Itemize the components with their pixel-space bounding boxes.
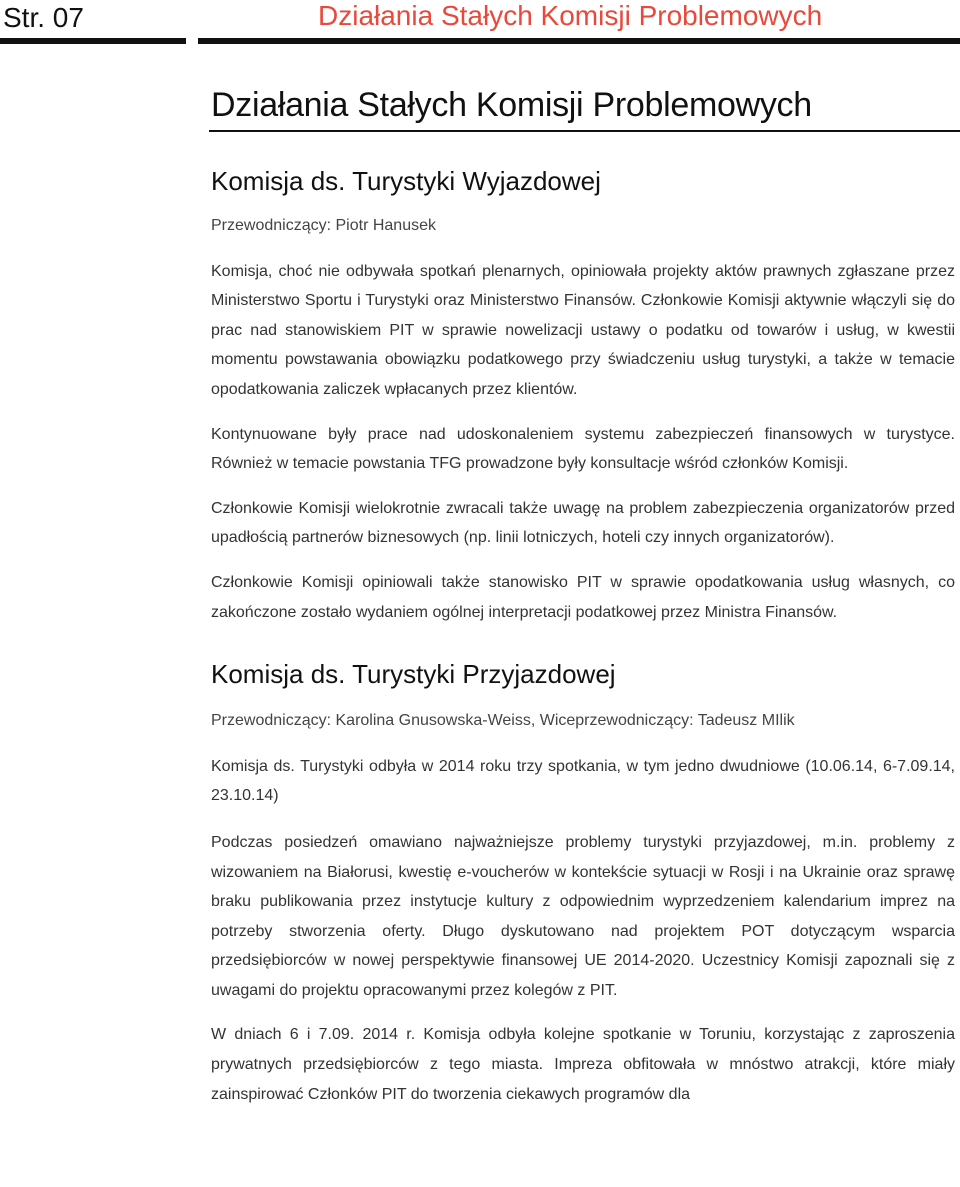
paragraph: Komisja, choć nie odbywała spotkań plenarnych, opiniowała projekty aktów prawnych zgłaszane przez Ministerstwo Sportu i Turystyki oraz Ministerstwo Finansów. Członkowie Komisji aktywnie włączyli się do prac nad stanowiskiem PIT w sprawie nowelizacji ustawy o podatku od towarów i usług, w kwestii momentu powstawania obowiązku podatkowego przy świadczeniu usług turystyki, a także w temacie opodatkowania zaliczek wpłacanych przez klientów.	[211, 262, 955, 398]
section-chair-outbound: Przewodniczący: Piotr Hanusek	[211, 217, 436, 234]
page-header	[0, 0, 960, 46]
running-header-title: Działania Stałych Komisji Problemowych	[318, 0, 823, 31]
paragraph: Członkowie Komisji opiniowali także stanowisko PIT w sprawie opodatkowania usług własnych, co zakończone zostało wydaniem ogólnej interpretacji podatkowej przez Ministra Finansów.	[211, 573, 955, 621]
paragraph: W dniach 6 i 7.09. 2014 r. Komisja odbyła kolejne spotkanie w Toruniu, korzystając z zaproszenia prywatnych przedsiębiorców z tego miasta. Impreza obfitowała w mnóstwo atrakcji, które miały zainspirować Członków PIT do tworzenia ciekawych programów dla	[211, 1026, 955, 1103]
paragraph: Podczas posiedzeń omawiano najważniejsze problemy turystyki przyjazdowej, m.in. problemy z wizowaniem na Białorusi, kwestię e-voucherów w kontekście sytuacji w Rosji i na Ukrainie oraz sprawę braku publikowania przez instytucje kultury z odpowiednim wyprzedzeniem kalendarium imprez na potrzeby stworzenia oferty. Długo dyskutowano nad projektem POT dotyczącym wsparcia przedsiębiorców w nowej perspektywie finansowej UE 2014-2020. Uczestnicy Komisji zapoznali się z uwagami do projektu opracowanymi przez kolegów z PIT.	[211, 833, 955, 999]
section-heading-inbound: Komisja ds. Turystyki Przyjazdowej	[211, 659, 616, 690]
paragraph: Kontynuowane były prace nad udoskonaleniem systemu zabezpieczeń finansowych w turystyce. Również w temacie powstania TFG prowadzone były konsultacje wśród członków Komisji.	[211, 425, 955, 473]
section-chair-inbound: Przewodniczący: Karolina Gnusowska-Weiss, Wiceprzewodniczący: Tadeusz MIlik	[211, 712, 795, 730]
paragraph: Komisja ds. Turystyki odbyła w 2014 roku trzy spotkania, w tym jedno dwudniowe (10.06.14, 6-7.09.14, 23.10.14)	[211, 757, 955, 805]
section-heading-outbound: Komisja ds. Turystyki Wyjazdowej	[211, 166, 601, 196]
header-rule-right	[198, 38, 960, 44]
paragraph: Członkowie Komisji wielokrotnie zwracali także uwagę na problem zabezpieczenia organizatorów przed upadłością partnerów biznesowych (np. linii lotniczych, hoteli czy innych organizatorów).	[211, 499, 955, 547]
page-title: Działania Stałych Komisji Problemowych	[211, 86, 812, 124]
main-content	[211, 86, 955, 1109]
header-rule-left	[0, 38, 186, 44]
page-number: Str. 07	[3, 2, 84, 33]
